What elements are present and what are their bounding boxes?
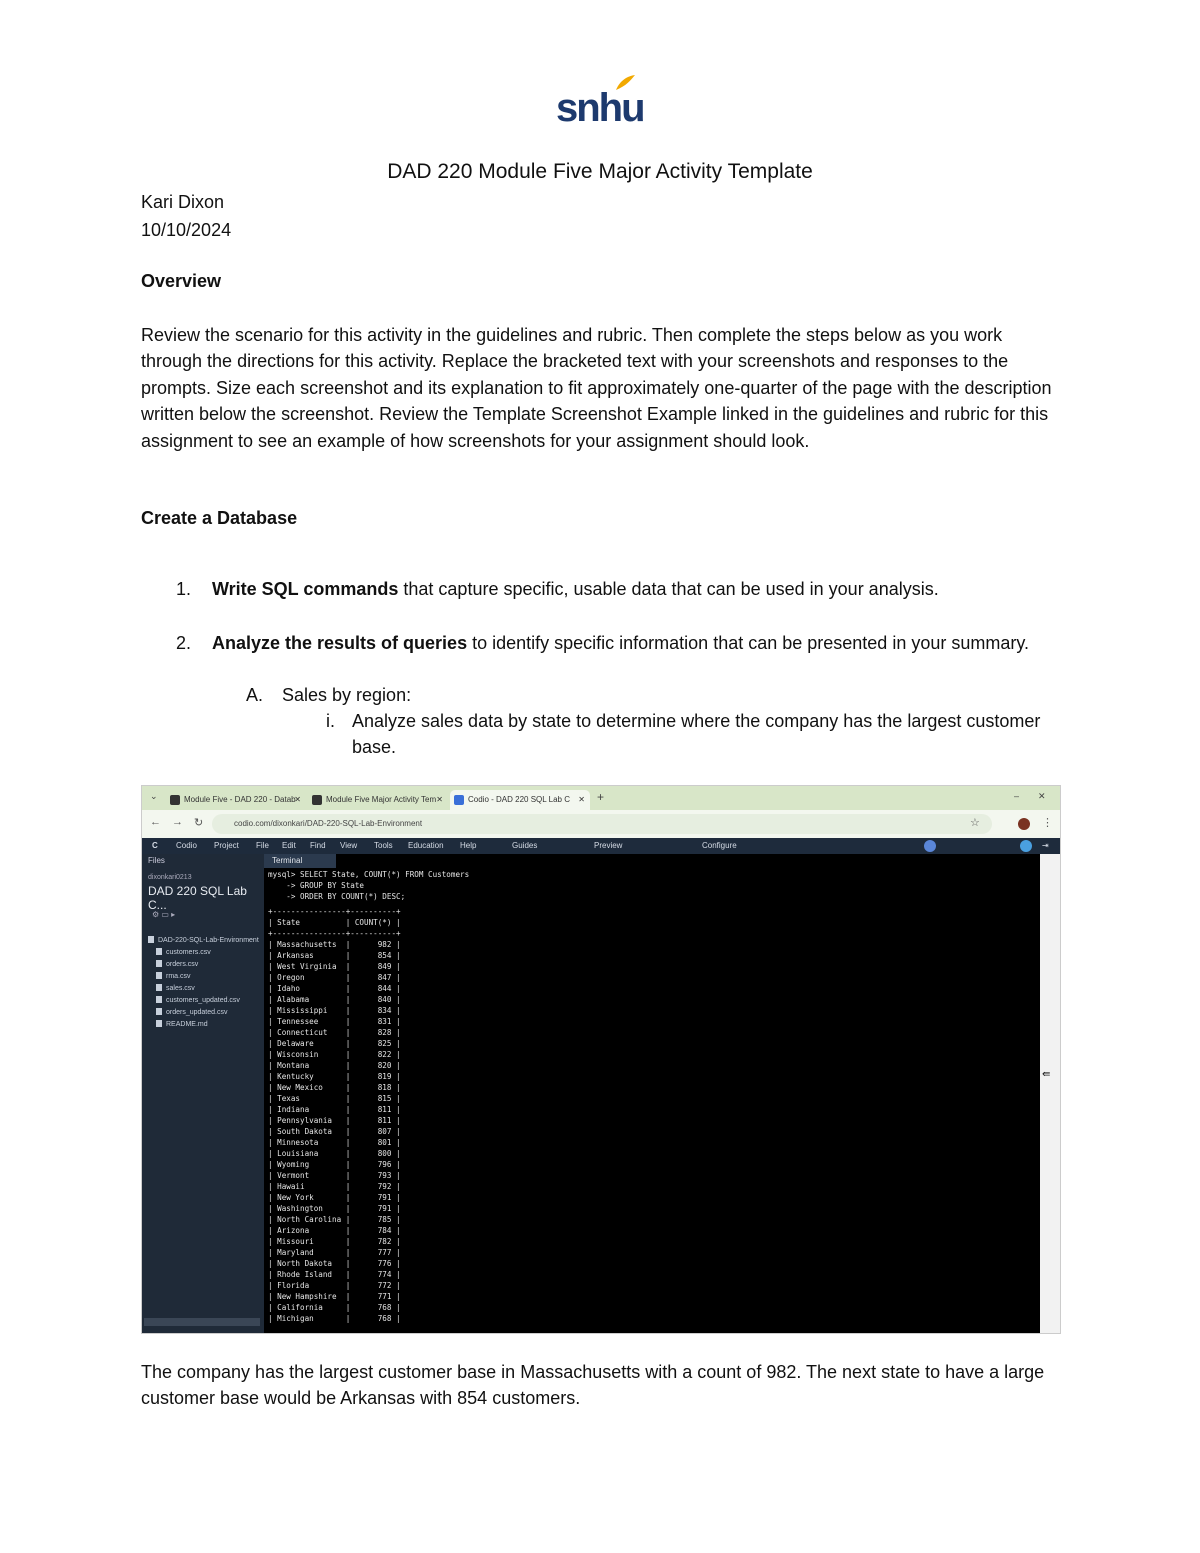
table-row: | Arizona | 784 | xyxy=(268,1226,401,1235)
back-arrow-icon[interactable]: ← xyxy=(150,816,161,828)
menu-tools[interactable]: Tools xyxy=(374,841,393,850)
menu-education[interactable]: Education xyxy=(408,841,444,850)
sub-item-a: Sales by region: xyxy=(282,685,412,705)
menu-file[interactable]: File xyxy=(256,841,269,850)
table-row: | Idaho | 844 | xyxy=(268,984,401,993)
table-row: | Texas | 815 | xyxy=(268,1094,401,1103)
table-row: | Wisconsin | 822 | xyxy=(268,1050,401,1059)
sidebar-item-file[interactable]: sales.csv xyxy=(156,984,195,992)
terminal-tab[interactable]: Terminal xyxy=(264,854,336,868)
table-row: | Pennsylvania | 811 | xyxy=(268,1116,401,1125)
table-row: | South Dakota | 807 | xyxy=(268,1127,401,1136)
file-icon xyxy=(156,948,162,955)
file-icon xyxy=(156,1008,162,1015)
list-item-2-text: to identify specific information that can be presented in your summary. xyxy=(467,633,1030,653)
table-row: | California | 768 | xyxy=(268,1303,401,1312)
create-database-heading: Create a Database xyxy=(141,508,298,528)
menu-edit[interactable]: Edit xyxy=(282,841,296,850)
terminal-scrollbar[interactable] xyxy=(1040,854,1060,1333)
table-row: | West Virginia | 849 | xyxy=(268,962,401,971)
file-icon xyxy=(156,996,162,1003)
terminal-output[interactable] xyxy=(264,868,1040,1333)
sub-roman-i: i. xyxy=(326,711,335,731)
codio-screenshot xyxy=(141,785,1061,1334)
sidebar-item-file[interactable]: README.md xyxy=(156,1020,208,1028)
browser-tab-1[interactable]: Module Five - DAD 220 - Datab ✕ xyxy=(166,790,306,810)
sidebar-item-file[interactable]: orders_updated.csv xyxy=(156,1008,227,1016)
conclusion-paragraph: The company has the largest customer base in Massachusetts with a count of 982. The next state to have a large customer base would be Arkansas with 854 customers. xyxy=(141,1362,1045,1409)
menu-guides[interactable]: Guides xyxy=(512,841,538,850)
logo-wordmark: snhu xyxy=(556,86,644,130)
sidebar-toolbar-icons[interactable]: ⚙ ▭ ▸ xyxy=(152,910,176,919)
forward-arrow-icon[interactable]: → xyxy=(172,816,183,828)
sub-item-i: Analyze sales data by state to determine where the company has the largest customer base. xyxy=(352,711,1041,757)
reload-icon[interactable]: ↻ xyxy=(194,817,204,829)
browser-tab-2[interactable]: Module Five Major Activity Tem ✕ xyxy=(308,790,448,810)
sidebar-item-file[interactable]: orders.csv xyxy=(156,960,198,968)
table-row: | North Dakota | 776 | xyxy=(268,1259,401,1268)
tab-close-icon[interactable]: ✕ xyxy=(294,795,301,804)
table-row: | Maryland | 777 | xyxy=(268,1248,401,1257)
table-row: | New York | 791 | xyxy=(268,1193,401,1202)
tab-favicon-icon xyxy=(170,795,180,805)
table-row: | Arkansas | 854 | xyxy=(268,951,401,960)
table-row: | Washington | 791 | xyxy=(268,1204,401,1213)
file-tree-sidebar xyxy=(142,854,264,1333)
file-icon xyxy=(156,972,162,979)
tab-favicon-icon xyxy=(312,795,322,805)
file-icon xyxy=(156,1020,162,1027)
browser-menu-icon[interactable]: ⋮ xyxy=(1042,817,1053,829)
table-row: | Delaware | 825 | xyxy=(268,1039,401,1048)
codio-logo-icon: C xyxy=(152,841,158,850)
table-border: +----------------+----------+ xyxy=(268,929,401,938)
folder-icon xyxy=(148,936,154,943)
table-row: | Massachusetts | 982 | xyxy=(268,940,401,949)
address-bar-row xyxy=(142,810,1060,838)
file-icon xyxy=(156,984,162,991)
tab-close-icon[interactable]: ✕ xyxy=(436,795,443,804)
sidebar-item-file[interactable]: customers.csv xyxy=(156,948,211,956)
table-row: | Louisiana | 800 | xyxy=(268,1149,401,1158)
table-row: | Kentucky | 819 | xyxy=(268,1072,401,1081)
table-row: | Montana | 820 | xyxy=(268,1061,401,1070)
table-row: | Oregon | 847 | xyxy=(268,973,401,982)
table-row: | Tennessee | 831 | xyxy=(268,1017,401,1026)
close-window-icon[interactable]: ✕ xyxy=(1038,791,1046,801)
list-item-1 xyxy=(212,576,1042,602)
overview-paragraph: Review the scenario for this activity in the guidelines and rubric. Then complete the steps below as you work through the directions for this activity. Replace the bracketed text with your screenshots and responses to the prompts. Size each screenshot and its explanation to fit approximately one-quarter of the page with the description written below the screenshot. Review the Template Screenshot Example linked in the guidelines and rubric for this assignment to see an example of how screenshots for your assignment should look. xyxy=(141,325,1052,451)
table-row: | Alabama | 840 | xyxy=(268,995,401,1004)
sidebar-item-root[interactable]: DAD-220-SQL-Lab-Environment xyxy=(148,936,259,944)
resize-handle-icon[interactable]: ⇚ xyxy=(1042,1069,1051,1080)
sidebar-item-file[interactable]: rma.csv xyxy=(156,972,191,980)
sql-command-line: -> ORDER BY COUNT(*) DESC; xyxy=(268,892,406,901)
menu-view[interactable]: View xyxy=(340,841,358,850)
browser-tab-3[interactable]: Codio - DAD 220 SQL Lab C ✕ xyxy=(450,790,590,810)
sidebar-item-file[interactable]: customers_updated.csv xyxy=(156,996,240,1004)
table-row: | Connecticut | 828 | xyxy=(268,1028,401,1037)
menu-project[interactable]: Project xyxy=(214,841,239,850)
tab-favicon-icon xyxy=(454,795,464,805)
status-icon[interactable] xyxy=(1020,840,1032,852)
table-row: | Minnesota | 801 | xyxy=(268,1138,401,1147)
sql-command-line: -> GROUP BY State xyxy=(268,881,365,890)
sidebar-files-tab[interactable]: Files xyxy=(148,856,165,865)
table-row: | Missouri | 782 | xyxy=(268,1237,401,1246)
new-tab-icon[interactable]: + xyxy=(597,790,605,804)
codio-menu-bar xyxy=(142,838,1060,854)
browser-tab-bar xyxy=(142,786,1060,810)
author-name: Kari Dixon xyxy=(141,192,225,212)
table-row: | Vermont | 793 | xyxy=(268,1171,401,1180)
logout-icon[interactable]: ⇥ xyxy=(1042,841,1049,850)
menu-codio[interactable]: Codio xyxy=(176,841,197,850)
menu-help[interactable]: Help xyxy=(460,841,477,850)
table-row: | Indiana | 811 | xyxy=(268,1105,401,1114)
table-row: | Wyoming | 796 | xyxy=(268,1160,401,1169)
file-icon xyxy=(156,960,162,967)
list-item-1-text: that capture specific, usable data that can be used in your analysis. xyxy=(398,579,939,599)
minimize-icon[interactable]: – xyxy=(1014,791,1020,801)
table-border: +----------------+----------+ xyxy=(268,907,401,916)
page-title: DAD 220 Module Five Major Activity Template xyxy=(387,160,813,183)
document-date: 10/10/2024 xyxy=(141,220,232,240)
url-input[interactable]: codio.com/dixonkari/DAD-220-SQL-Lab-Environment xyxy=(212,814,992,834)
table-row: | New Hampshire | 771 | xyxy=(268,1292,401,1301)
tab-list-chevron-icon: ⌄ xyxy=(150,791,158,801)
table-row: | Florida | 772 | xyxy=(268,1281,401,1290)
table-row: | Rhode Island | 774 | xyxy=(268,1270,401,1279)
project-name: DAD 220 SQL Lab C... xyxy=(148,884,247,912)
list-number-1: 1. xyxy=(176,579,192,599)
table-row: | Michigan | 768 | xyxy=(268,1314,401,1323)
table-row: | New Mexico | 818 | xyxy=(268,1083,401,1092)
sub-letter-a: A. xyxy=(246,685,264,705)
sidebar-scrollbar[interactable] xyxy=(144,1318,260,1326)
list-item-2 xyxy=(212,630,1042,656)
tab-close-icon[interactable]: ✕ xyxy=(578,795,585,804)
snhu-logo xyxy=(556,74,644,132)
menu-find[interactable]: Find xyxy=(310,841,326,850)
menu-preview[interactable]: Preview xyxy=(594,841,623,850)
table-row: | North Carolina | 785 | xyxy=(268,1215,401,1224)
list-item-2-bold: Analyze the results of queries xyxy=(212,633,468,653)
sql-command-line: mysql> SELECT State, COUNT(*) FROM Customers xyxy=(268,870,470,879)
list-number-2: 2. xyxy=(176,633,192,653)
profile-avatar[interactable] xyxy=(1018,818,1030,830)
table-row: | Hawaii | 792 | xyxy=(268,1182,401,1191)
menu-configure[interactable]: Configure xyxy=(702,841,737,850)
table-header: | State | COUNT(*) | xyxy=(268,918,401,927)
star-icon[interactable]: ☆ xyxy=(970,817,980,829)
user-icon[interactable] xyxy=(924,840,936,852)
overview-heading: Overview xyxy=(141,271,222,291)
list-item-1-bold: Write SQL commands xyxy=(212,579,399,599)
table-row: | Mississippi | 834 | xyxy=(268,1006,401,1015)
project-id: dixonkari0213 xyxy=(148,874,192,881)
